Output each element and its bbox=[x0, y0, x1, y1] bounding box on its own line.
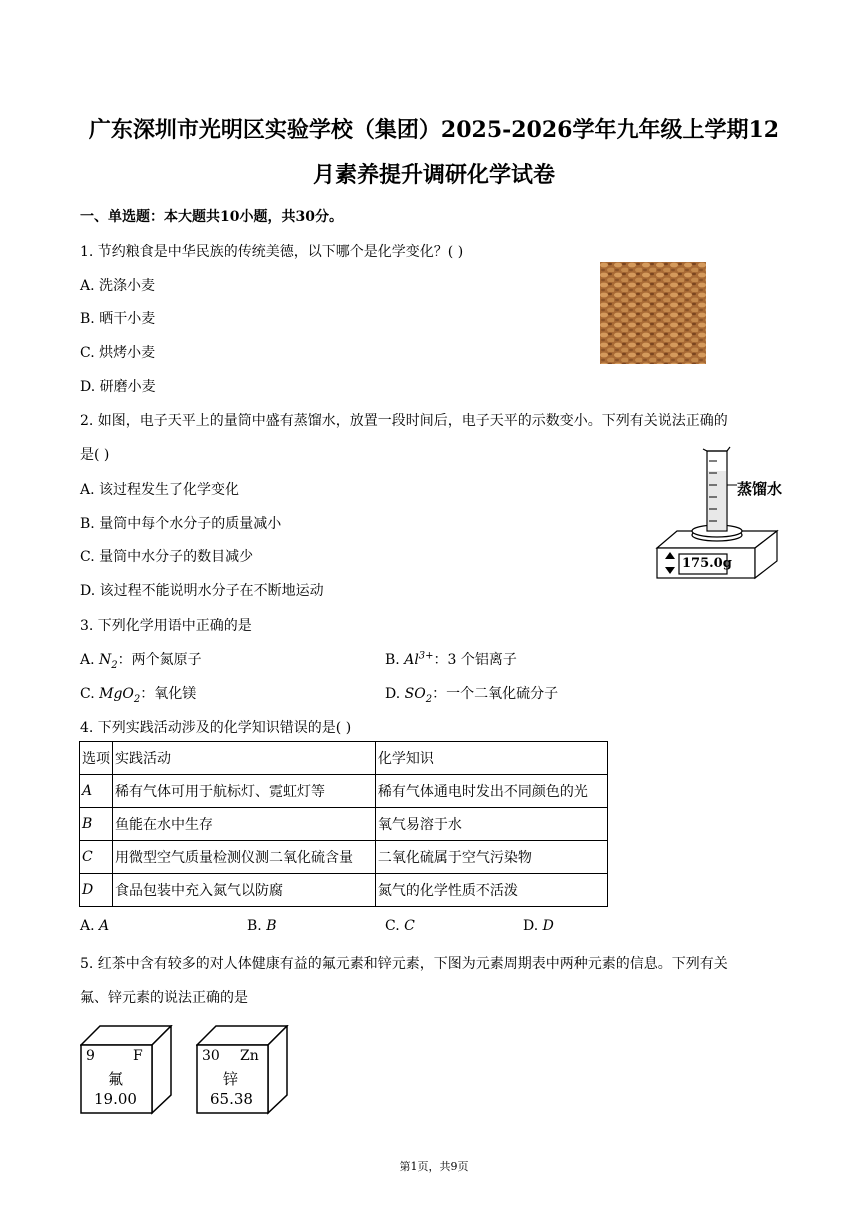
f-symbol: F bbox=[133, 1048, 143, 1064]
q4-table bbox=[79, 741, 608, 907]
cylinder-label: 蒸馏水 bbox=[737, 480, 783, 498]
q2-option-c: C. 量筒中水分子的数目减少 bbox=[80, 549, 254, 565]
table-cell: C bbox=[80, 841, 113, 874]
q4-option-a: A. A bbox=[80, 918, 110, 934]
table-cell: 二氧化硫属于空气污染物 bbox=[375, 841, 607, 874]
table-cell: 稀有气体通电时发出不同颜色的光 bbox=[375, 775, 607, 808]
table-row bbox=[80, 775, 608, 808]
table-cell: D bbox=[80, 874, 113, 907]
balance-display-reading: 175.0g bbox=[682, 556, 732, 571]
page-footer: 第1页，共9页 bbox=[399, 1160, 469, 1173]
page-title-line2: 月素养提升调研化学试卷 bbox=[312, 162, 555, 188]
table-header-cell: 实践活动 bbox=[113, 742, 376, 775]
q2-option-a: A. 该过程发生了化学变化 bbox=[80, 482, 240, 498]
q3-stem: 3. 下列化学用语中正确的是 bbox=[80, 618, 252, 634]
f-atomic-mass: 19.00 bbox=[94, 1090, 137, 1108]
table-row bbox=[80, 808, 608, 841]
table-row bbox=[80, 841, 608, 874]
f-atomic-number: 9 bbox=[86, 1048, 95, 1064]
q5-stem-line2: 氟、锌元素的说法正确的是 bbox=[80, 990, 248, 1006]
zn-atomic-number: 30 bbox=[202, 1048, 220, 1064]
q1-option-b: B. 晒干小麦 bbox=[80, 311, 156, 327]
table-cell: 鱼能在水中生存 bbox=[113, 808, 376, 841]
q1-option-d: D. 研磨小麦 bbox=[80, 379, 156, 395]
q2-stem-line1: 2. 如图，电子天平上的量筒中盛有蒸馏水，放置一段时间后，电子天平的示数变小。下列有关说法正确的 bbox=[80, 413, 728, 429]
page-title-line1: 广东深圳市光明区实验学校（集团）2025-2026学年九年级上学期12 bbox=[88, 117, 780, 143]
table-cell: 用微型空气质量检测仪测二氧化硫含量 bbox=[113, 841, 376, 874]
table-cell: A bbox=[80, 775, 113, 808]
q1-option-c: C. 烘烤小麦 bbox=[80, 345, 156, 361]
q4-stem: 4. 下列实践活动涉及的化学知识错误的是( ) bbox=[80, 720, 352, 736]
q2-option-b: B. 量筒中每个水分子的质量减小 bbox=[80, 516, 282, 532]
q4-option-c: C. C bbox=[385, 918, 415, 934]
q4-option-b: B. B bbox=[247, 918, 277, 934]
q2-stem-line2: 是( ) bbox=[80, 447, 110, 463]
table-header-row bbox=[80, 742, 608, 775]
table-header-cell: 化学知识 bbox=[375, 742, 607, 775]
q3-option-d: D. $SO_2$：一个二氧化硫分子 bbox=[385, 686, 559, 705]
table-header-cell: 选项 bbox=[80, 742, 113, 775]
table-row bbox=[80, 874, 608, 907]
wheat-grains-image bbox=[600, 262, 706, 364]
zn-name: 锌 bbox=[223, 1070, 239, 1088]
q1-option-a: A. 洗涤小麦 bbox=[80, 278, 156, 294]
q3-option-c: C. MgO$_2$：氧化镁 bbox=[80, 686, 197, 705]
q3-option-b: B. $Al^{3+}$：3 个铝离子 bbox=[385, 650, 517, 668]
q3-option-a: A. $N_2$：两个氮原子 bbox=[80, 652, 202, 671]
table-cell: 食品包装中充入氮气以防腐 bbox=[113, 874, 376, 907]
table-cell: 氧气易溶于水 bbox=[375, 808, 607, 841]
zn-atomic-mass: 65.38 bbox=[210, 1090, 253, 1108]
table-cell: 稀有气体可用于航标灯、霓虹灯等 bbox=[113, 775, 376, 808]
zn-symbol: Zn bbox=[240, 1048, 259, 1064]
table-cell: B bbox=[80, 808, 113, 841]
f-name: 氟 bbox=[108, 1070, 124, 1088]
q1-stem: 1. 节约粮食是中华民族的传统美德，以下哪个是化学变化？( ) bbox=[80, 244, 464, 260]
q2-option-d: D. 该过程不能说明水分子在不断地运动 bbox=[80, 583, 324, 599]
q5-stem-line1: 5. 红茶中含有较多的对人体健康有益的氟元素和锌元素，下图为元素周期表中两种元素的信息。下列有关 bbox=[80, 956, 728, 972]
table-cell: 氮气的化学性质不活泼 bbox=[375, 874, 607, 907]
q4-option-d: D. D bbox=[523, 918, 554, 934]
section-heading: 一、单选题：本大题共10小题，共30分。 bbox=[80, 209, 343, 225]
